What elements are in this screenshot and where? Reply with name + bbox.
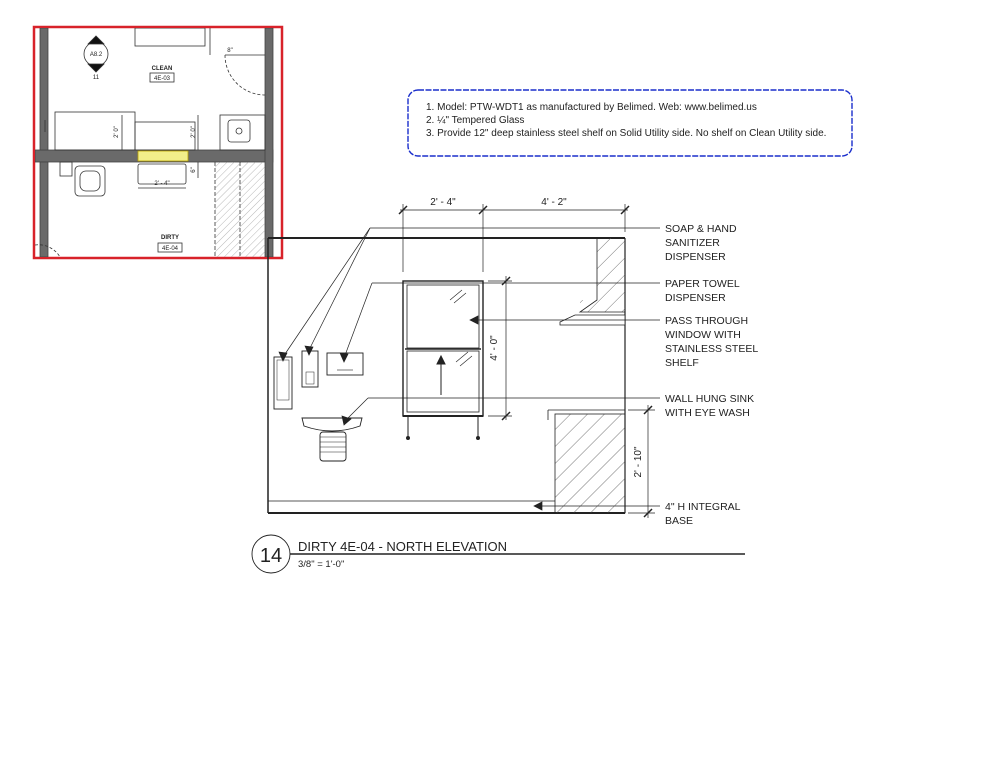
title-text: DIRTY 4E-04 - NORTH ELEVATION bbox=[298, 539, 508, 554]
key-plan-dirty-name: DIRTY bbox=[161, 235, 179, 241]
key-plan-pass-through-highlight bbox=[138, 151, 188, 161]
label-sink-1: WALL HUNG SINK bbox=[665, 393, 755, 405]
labels bbox=[665, 223, 758, 527]
dim-counter-height-text: 2' - 10" bbox=[633, 446, 644, 478]
wall-hung-sink bbox=[302, 418, 362, 461]
label-towel-2: DISPENSER bbox=[665, 292, 726, 304]
label-soap-1: SOAP & HAND bbox=[665, 223, 737, 235]
soap-dispenser bbox=[274, 351, 318, 409]
title-number: 14 bbox=[259, 545, 283, 567]
label-window-3: STAINLESS STEEL bbox=[665, 343, 759, 355]
key-plan-dim-d: 8" bbox=[227, 48, 233, 54]
elevation-drawing bbox=[268, 204, 660, 518]
title-block bbox=[252, 535, 745, 573]
key-plan-dirty-num: 4E-04 bbox=[161, 246, 179, 252]
key-plan-callout-ref: A8.2 bbox=[89, 52, 103, 58]
dim-window-width-text: 2' - 4" bbox=[430, 197, 456, 208]
label-base-2: BASE bbox=[665, 515, 694, 527]
label-window-2: WINDOW WITH bbox=[665, 329, 741, 341]
pass-through-window bbox=[403, 281, 483, 440]
key-plan-dim-b: 2' 0" bbox=[191, 126, 197, 138]
counter-block bbox=[555, 414, 625, 513]
key-plan-clean-name: CLEAN bbox=[151, 66, 173, 72]
note-3: 3. Provide 12" deep stainless steel shelf on Solid Utility side. No shelf on Clean Utility side. bbox=[426, 128, 827, 139]
key-plan-clean-num: 4E-03 bbox=[153, 76, 171, 82]
label-window-1: PASS THROUGH bbox=[665, 315, 749, 327]
label-soap-2: SANITIZER bbox=[665, 237, 720, 249]
key-plan-dim-c: 6" bbox=[191, 167, 197, 173]
label-soap-3: DISPENSER bbox=[665, 251, 726, 263]
label-sink-2: WITH EYE WASH bbox=[665, 407, 750, 419]
label-base-1: 4" H INTEGRAL bbox=[665, 501, 741, 513]
label-towel-1: PAPER TOWEL bbox=[665, 278, 740, 290]
key-plan-dim-a: 2' 0" bbox=[114, 126, 120, 138]
note-1: 1. Model: PTW-WDT1 as manufactured by Belimed. Web: www.belimed.us bbox=[426, 102, 757, 113]
dim-window-height-text: 4' - 0" bbox=[489, 335, 500, 361]
label-window-4: SHELF bbox=[665, 357, 699, 369]
note-2: 2. ¼" Tempered Glass bbox=[426, 115, 525, 126]
key-plan bbox=[34, 27, 282, 258]
key-plan-callout-num: 11 bbox=[92, 75, 100, 81]
notes-cloud bbox=[408, 90, 852, 156]
key-plan-dim-window: 2' - 4" bbox=[154, 181, 170, 187]
dim-right-width-text: 4' - 2" bbox=[541, 197, 567, 208]
title-scale: 3/8" = 1'-0" bbox=[298, 559, 345, 570]
